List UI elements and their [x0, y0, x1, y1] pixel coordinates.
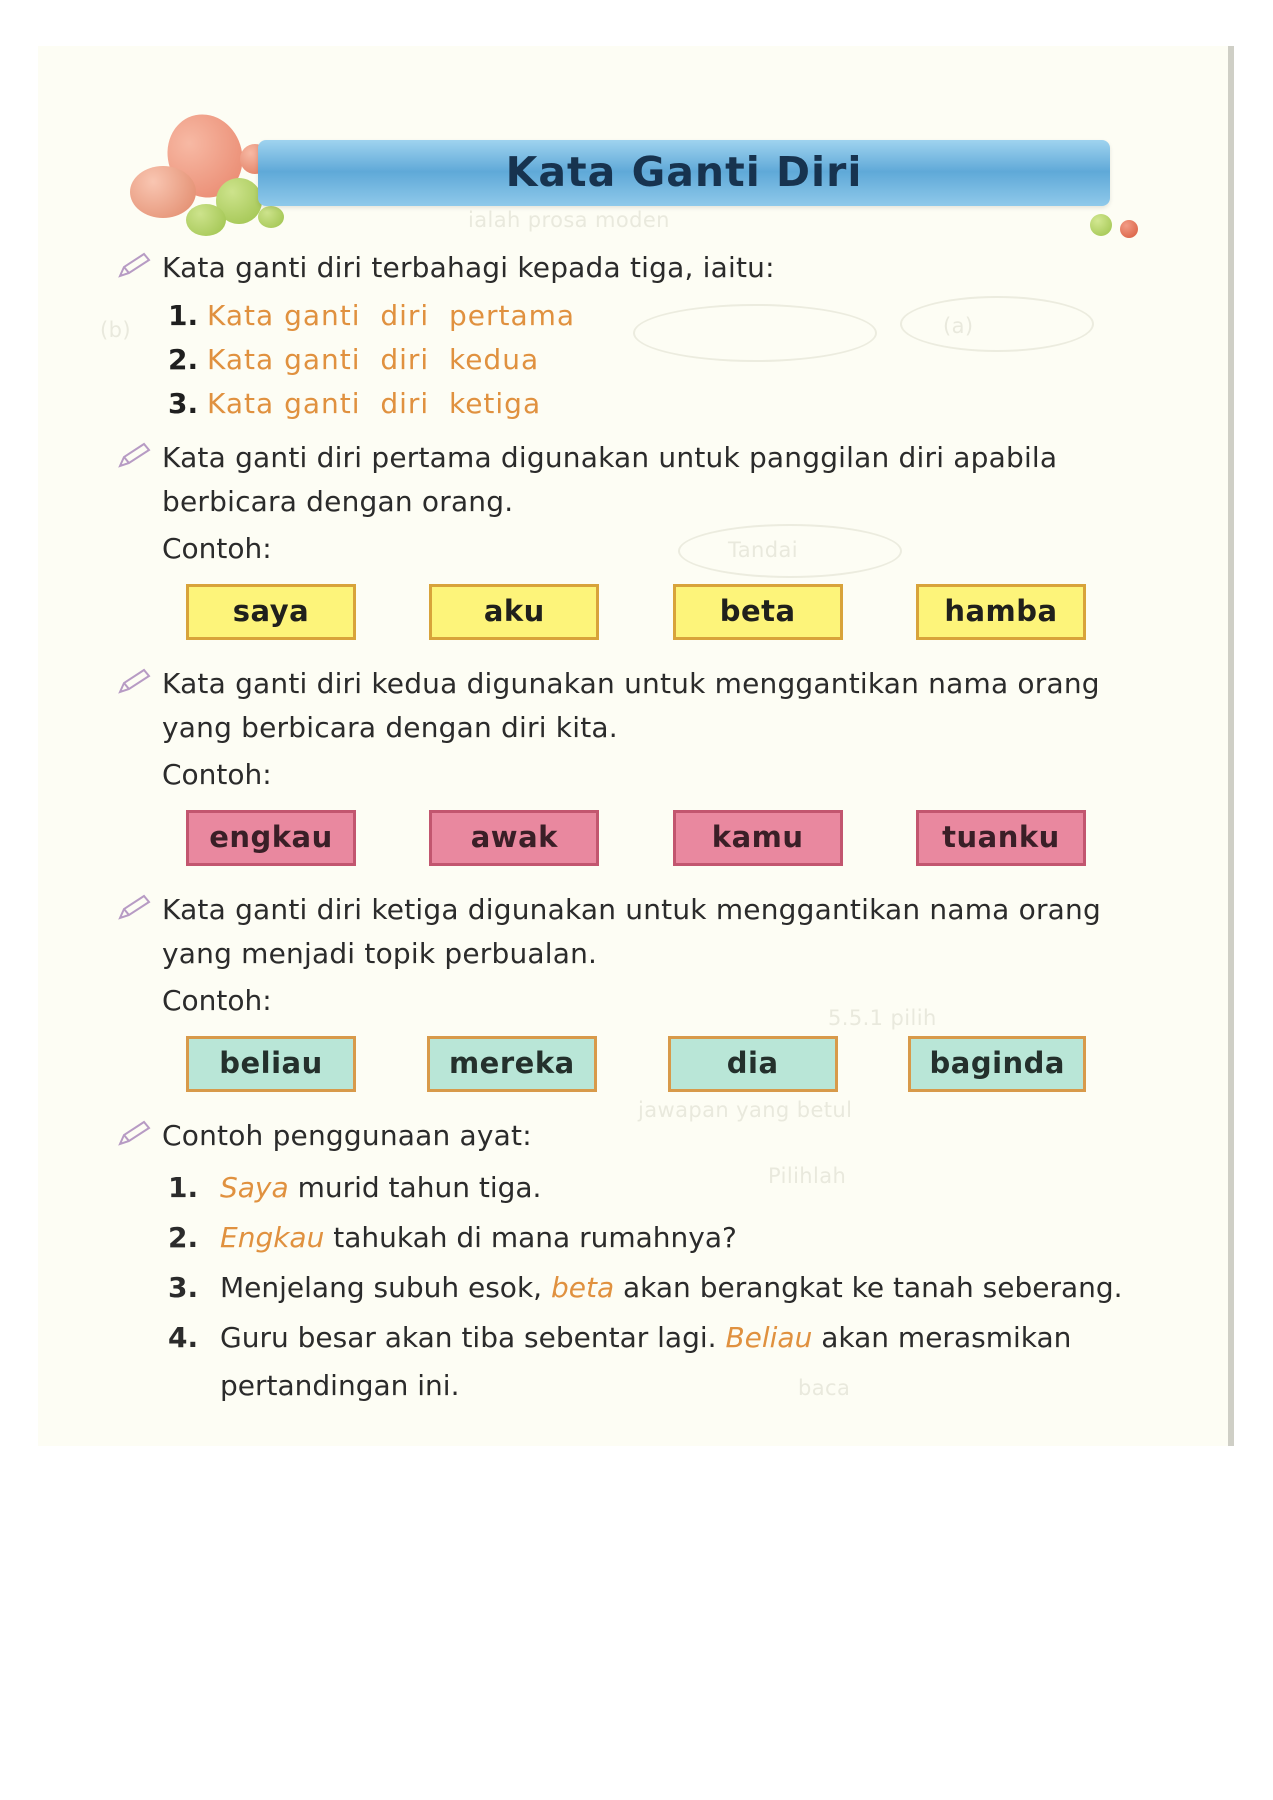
title-banner	[258, 140, 1110, 206]
list-item-number: 2.	[168, 1221, 199, 1254]
list-item-number: 2.	[168, 343, 199, 376]
word-box: aku	[429, 584, 599, 640]
word-box: awak	[429, 810, 599, 866]
ghost-text: 5.5.1 pilih	[828, 1006, 937, 1030]
sentence-pre: Guru besar akan tiba sebentar lagi.	[220, 1321, 726, 1354]
sentence-post: akan berangkat ke tanah seberang.	[614, 1271, 1123, 1304]
list-item	[168, 1164, 1150, 1212]
list-item	[168, 1314, 1150, 1410]
flower-blob-icon	[130, 166, 196, 218]
leaf-blob-icon	[186, 204, 226, 236]
list-item	[168, 1214, 1150, 1262]
type-list	[90, 294, 1150, 426]
word-box: beliau	[186, 1036, 356, 1092]
ghost-text: baca	[798, 1376, 851, 1400]
bullet-ketiga	[90, 888, 1150, 976]
leaf-blob-icon	[258, 206, 284, 228]
page-header	[90, 108, 1110, 238]
page-content	[90, 246, 1150, 1412]
green-dot-icon	[1090, 214, 1112, 236]
sentence-highlight: Saya	[220, 1171, 289, 1204]
sentence-highlight: beta	[550, 1271, 615, 1304]
paragraph-pertama: Kata ganti diri pertama digunakan untuk panggilan diri apabila berbicara dengan orang.	[162, 441, 1058, 518]
ghost-text: jawapan yang betul	[638, 1098, 853, 1122]
book-page	[38, 46, 1234, 1446]
sentence-pre: Menjelang subuh esok,	[220, 1271, 551, 1304]
word-row-pertama	[186, 584, 1086, 640]
list-item	[168, 382, 1150, 426]
examples-list	[90, 1164, 1150, 1410]
list-item-number: 1.	[168, 299, 199, 332]
word-box: mereka	[427, 1036, 597, 1092]
pencil-icon	[118, 252, 152, 278]
pencil-icon	[118, 442, 152, 468]
page-title: Kata Ganti Diri	[505, 148, 863, 196]
list-item-number: 4.	[168, 1321, 199, 1354]
ghost-text: ialah prosa moden	[468, 208, 670, 232]
paragraph-kedua: Kata ganti diri kedua digunakan untuk menggantikan nama orang yang berbicara dengan diri kita.	[162, 667, 1100, 744]
bullet-kedua	[90, 662, 1150, 750]
word-row-ketiga	[186, 1036, 1086, 1092]
list-item	[168, 338, 1150, 382]
pencil-icon	[118, 894, 152, 920]
list-item	[168, 294, 1150, 338]
bullet-examples	[90, 1114, 1150, 1158]
contoh-label-kedua: Contoh:	[162, 758, 272, 791]
contoh-label-pertama: Contoh:	[162, 532, 272, 565]
ghost-text: (b)	[100, 318, 131, 342]
list-item-label: Kata ganti diri kedua	[207, 343, 540, 376]
ghost-text: Pilihlah	[768, 1164, 847, 1188]
list-item-label: Kata ganti diri pertama	[207, 299, 576, 332]
sentence-post: tahukah di mana rumahnya?	[324, 1221, 737, 1254]
word-box: tuanku	[916, 810, 1086, 866]
contoh-label-ketiga: Contoh:	[162, 984, 272, 1017]
examples-heading: Contoh penggunaan ayat:	[162, 1119, 532, 1152]
sentence-highlight: Engkau	[220, 1221, 325, 1254]
intro-text: Kata ganti diri terbahagi kepada tiga, iaitu:	[162, 251, 775, 284]
list-item	[168, 1264, 1150, 1312]
pencil-icon	[118, 668, 152, 694]
red-dot-icon	[1120, 220, 1138, 238]
ghost-text: Tandai	[728, 538, 798, 562]
word-box: hamba	[916, 584, 1086, 640]
bullet-intro	[90, 246, 1150, 290]
pencil-icon	[118, 1120, 152, 1146]
word-row-kedua	[186, 810, 1086, 866]
list-item-number: 3.	[168, 387, 199, 420]
sentence-post: akan merasmikan pertandingan ini.	[220, 1321, 1072, 1402]
list-item-label: Kata ganti diri ketiga	[207, 387, 542, 420]
word-box: dia	[668, 1036, 838, 1092]
ghost-text: (a)	[943, 314, 974, 338]
sentence-highlight: Beliau	[725, 1321, 813, 1354]
list-item-number: 3.	[168, 1271, 199, 1304]
word-box: baginda	[908, 1036, 1086, 1092]
word-box: engkau	[186, 810, 356, 866]
word-box: beta	[673, 584, 843, 640]
word-box: kamu	[673, 810, 843, 866]
list-item-number: 1.	[168, 1171, 199, 1204]
sentence-post: murid tahun tiga.	[288, 1171, 542, 1204]
paragraph-ketiga: Kata ganti diri ketiga digunakan untuk menggantikan nama orang yang menjadi topik perbualan.	[162, 893, 1101, 970]
word-box: saya	[186, 584, 356, 640]
bullet-pertama	[90, 436, 1150, 524]
